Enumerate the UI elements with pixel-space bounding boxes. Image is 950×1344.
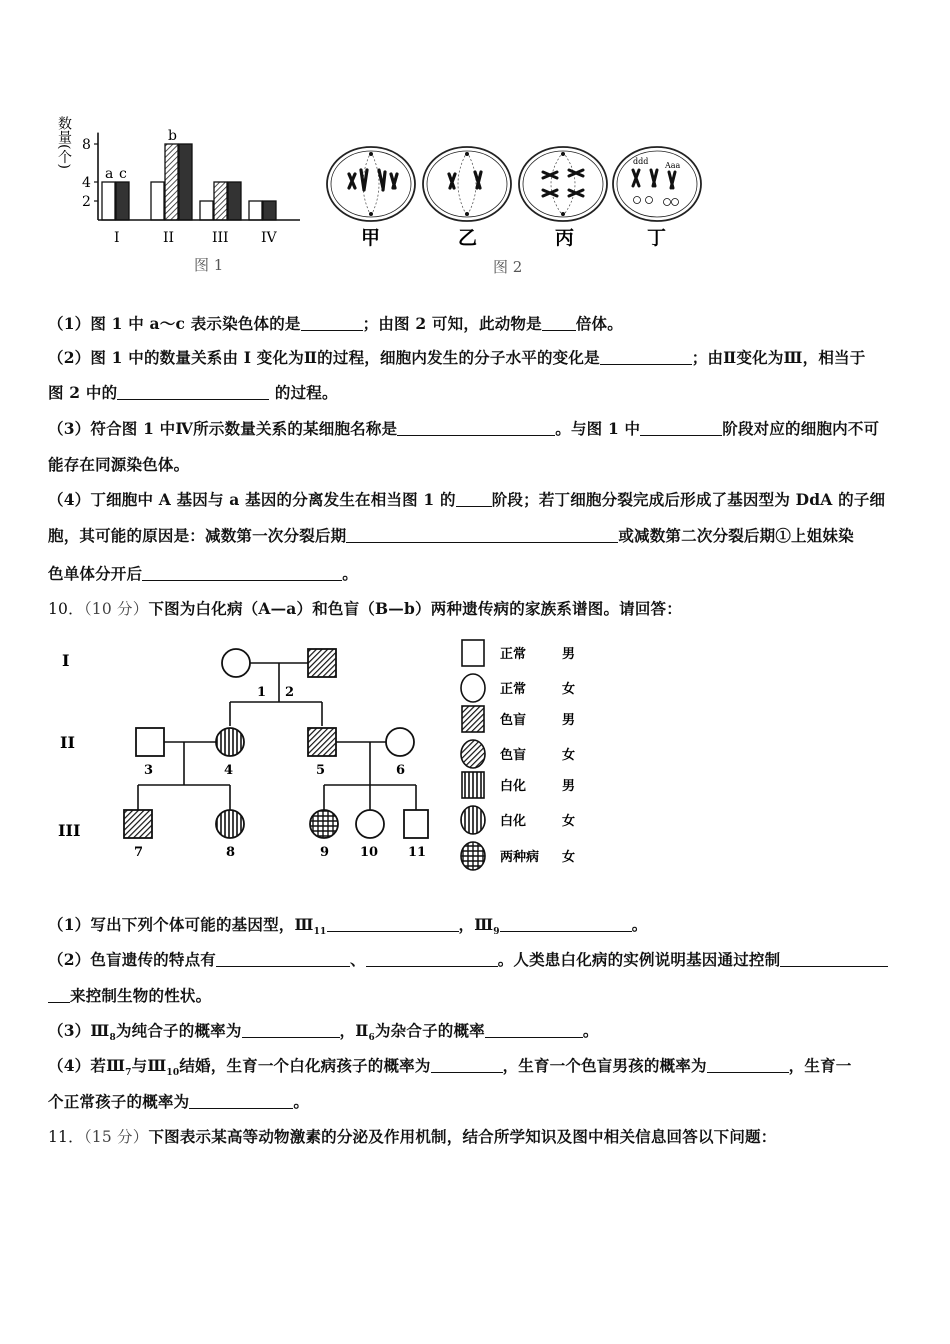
fig1-bar-a-III <box>200 201 213 220</box>
blank[interactable] <box>542 315 576 332</box>
fig1-bar-a-IV <box>249 201 262 220</box>
legend-symbol-normal-male <box>462 640 484 666</box>
blank[interactable] <box>431 1057 503 1074</box>
blank[interactable] <box>346 527 618 544</box>
gen-label-2: II <box>60 733 75 752</box>
id-10: 10 <box>360 845 379 860</box>
fig1-bar-b-II <box>165 144 178 220</box>
fig1-ylabel: 数量(个) <box>56 116 72 169</box>
legend-symbol-both-female <box>461 842 485 870</box>
blank[interactable] <box>48 987 70 1004</box>
fig1-bar-c-IV <box>263 201 276 220</box>
cell-label-jia: 甲 <box>361 227 381 249</box>
fig1-bar-label: b <box>168 128 177 144</box>
q9-part3-line1: （3）符合图 1 中Ⅳ所示数量关系的某细胞名称是 。与图 1 中 阶段对应的细胞内不可 <box>48 419 880 438</box>
figure-1-bar-chart <box>50 108 310 278</box>
q9-part4-line3: 色单体分开后 。 <box>48 564 358 583</box>
legend-sex: 女 <box>562 814 576 829</box>
legend-symbol-colorblind-female <box>461 740 485 768</box>
fig1-xtick-label: I <box>114 230 120 246</box>
legend-sex: 男 <box>562 779 576 794</box>
q10-part4-line2: 个正常孩子的概率为 。 <box>48 1092 310 1111</box>
pedigree-legend <box>461 640 575 870</box>
individual-II-3 <box>136 728 164 756</box>
q10-part1: （1）写出下列个体可能的基因型，$Ⅲ_{11}$ ，$Ⅲ_9$ 。 <box>48 915 648 938</box>
q10-part3: $(3)Ⅲ_8$为纯合子的概率为 ，$Ⅱ_6$为杂合子的概率 。 <box>48 1021 599 1044</box>
cell-ding-label-top: ddd <box>633 157 649 166</box>
q9-part4-line1: （4）丁细胞中 A 基因与 a 基因的分离发生在相当图 1 的 阶段；若丁细胞分裂完成后形成了基因型为 DdA 的子细 <box>48 490 886 509</box>
fig1-bar-a-II <box>151 182 164 220</box>
legend-sex: 女 <box>562 850 576 865</box>
id-4: 4 <box>224 763 234 778</box>
id-9: 9 <box>320 845 330 860</box>
q10-part2-line1: （2）色盲遗传的特点有 、 。人类患白化病的实例说明基因通过控制 <box>48 948 888 970</box>
id-11: 11 <box>408 845 427 860</box>
fig1-bar-c-II <box>179 144 192 220</box>
legend-symbol-albino-male <box>462 772 484 798</box>
pedigree-chart <box>52 630 612 880</box>
legend-sex: 女 <box>562 682 576 697</box>
blank[interactable] <box>397 420 555 437</box>
blank[interactable] <box>142 565 342 582</box>
fig1-xtick-label: IV <box>261 230 277 246</box>
q10-part2-line2: 来控制生物的性状。 <box>48 984 211 1006</box>
legend-symbol-colorblind-male <box>462 706 484 732</box>
legend-text: 正常 <box>500 682 527 697</box>
fig2-caption: 图 2 <box>493 258 523 276</box>
individual-II-6 <box>386 728 414 756</box>
blank[interactable] <box>366 951 498 968</box>
cell-jia <box>327 147 415 221</box>
cell-label-ding: 丁 <box>647 227 667 249</box>
blank[interactable] <box>189 1093 293 1110</box>
cell-label-bing: 丙 <box>555 227 575 249</box>
blank[interactable] <box>242 1022 340 1039</box>
blank[interactable] <box>707 1057 789 1074</box>
fig1-xtick-label: III <box>212 230 229 246</box>
fig1-ytick-label: 8 <box>82 137 91 153</box>
cell-yi <box>423 147 511 221</box>
blank[interactable] <box>456 491 492 508</box>
q9-part2-line1: （2）图 1 中的数量关系由 I 变化为Ⅱ的过程，细胞内发生的分子水平的变化是 ；由Ⅱ变化为Ⅲ，相当于 <box>48 348 866 367</box>
legend-text: 正常 <box>500 647 527 662</box>
q9-part1: （1）图 1 中 a～c 表示染色体的是 ；由图 2 可知，此动物是 倍体。 <box>48 314 623 333</box>
q9-part4-line2: 胞，其可能的原因是：减数第一次分裂后期 或减数第二次分裂后期①上姐妹染 <box>48 526 854 545</box>
legend-text: 白化 <box>500 814 527 829</box>
legend-text: 色盲 <box>500 713 527 728</box>
cell-label-yi: 乙 <box>458 227 478 249</box>
cell-bing <box>519 147 607 221</box>
blank[interactable] <box>780 951 888 968</box>
fig1-caption: 图 1 <box>194 256 224 274</box>
fig1-ytick-label: 2 <box>82 194 91 210</box>
individual-I-2 <box>308 649 336 677</box>
q11-stem: 11．（15 分）下图表示某高等动物激素的分泌及作用机制，结合所学知识及图中相关信息回答以下问题： <box>48 1127 777 1146</box>
legend-symbol-albino-female <box>461 806 485 834</box>
individual-III-9 <box>310 810 338 838</box>
id-2: 2 <box>285 685 295 700</box>
blank[interactable] <box>301 315 363 332</box>
gen-label-3: III <box>58 821 81 840</box>
legend-text: 白化 <box>500 779 527 794</box>
individual-II-5 <box>308 728 336 756</box>
blank[interactable] <box>640 420 722 437</box>
q10-part4-line1: （4）若$Ⅲ_7$与$Ⅲ_{10}$结婚，生育一个白化病孩子的概率为 ，生育一个色盲男孩的概率为 ，生育一 <box>48 1056 852 1079</box>
id-3: 3 <box>144 763 154 778</box>
individual-III-7 <box>124 810 152 838</box>
blank[interactable] <box>485 1022 583 1039</box>
legend-symbol-normal-female <box>461 674 485 702</box>
legend-sex: 女 <box>562 748 576 763</box>
fig1-ytick-label: 4 <box>82 175 91 191</box>
individual-III-11 <box>404 810 428 838</box>
individual-III-8 <box>216 810 244 838</box>
blank[interactable] <box>216 951 350 968</box>
blank[interactable] <box>500 916 632 933</box>
individual-III-10 <box>356 810 384 838</box>
fig1-xtick-label: II <box>163 230 175 246</box>
fig1-bar-label: c <box>119 166 127 182</box>
cell-ding <box>613 147 701 221</box>
id-1: 1 <box>257 685 267 700</box>
blank[interactable] <box>327 916 459 933</box>
fig1-bar-a-I <box>102 182 115 220</box>
legend-sex: 男 <box>562 713 576 728</box>
fig1-bar-c-I <box>116 182 129 220</box>
blank[interactable] <box>117 384 269 401</box>
figure-2-cell-division <box>325 140 705 280</box>
q9-part3-line2: 能存在同源染色体。 <box>48 455 190 474</box>
id-5: 5 <box>316 763 326 778</box>
id-8: 8 <box>226 845 236 860</box>
id-6: 6 <box>396 763 406 778</box>
individual-I-1 <box>222 649 250 677</box>
legend-text: 两种病 <box>500 850 540 865</box>
gen-label-1: I <box>62 651 70 670</box>
individual-II-4 <box>216 728 244 756</box>
q9-part2-line2: 图 2 中的 的过程。 <box>48 383 338 402</box>
legend-sex: 男 <box>562 647 576 662</box>
fig1-bar-label: a <box>105 166 114 182</box>
blank[interactable] <box>600 349 692 366</box>
fig1-bar-b-III <box>214 182 227 220</box>
id-7: 7 <box>134 845 144 860</box>
q10-stem: 10．（10 分）下图为白化病（A—a）和色盲（B—b）两种遗传病的家族系谱图。请回答： <box>48 599 682 618</box>
cell-ding-label-right: Aaa <box>665 161 681 170</box>
fig1-bar-c-III <box>228 182 241 220</box>
legend-text: 色盲 <box>500 748 527 763</box>
